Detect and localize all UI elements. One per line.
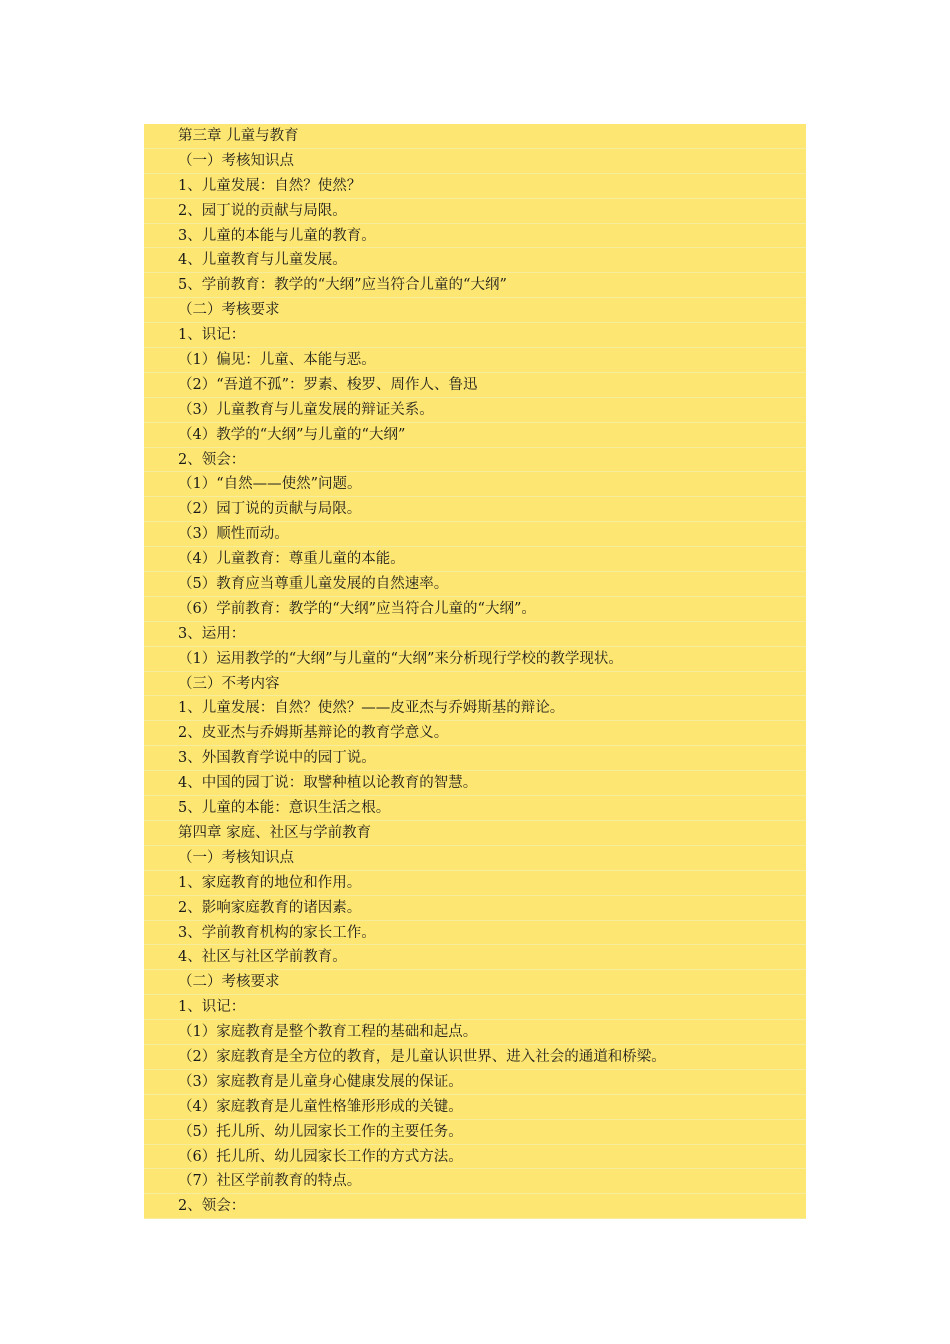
text-line: 4、中国的园丁说：取譬种植以论教育的智慧。: [144, 771, 806, 796]
text-line: 2、领会：: [144, 1194, 806, 1219]
text-line: 1、儿童发展：自然？使然？: [144, 174, 806, 199]
text-line: （二）考核要求: [144, 970, 806, 995]
text-line: （一）考核知识点: [144, 149, 806, 174]
text-line: （1）运用教学的“大纲”与儿童的“大纲”来分析现行学校的教学现状。: [144, 647, 806, 672]
text-line: 4、儿童教育与儿童发展。: [144, 248, 806, 273]
text-line: （二）考核要求: [144, 298, 806, 323]
text-line: （6）托儿所、幼儿园家长工作的方式方法。: [144, 1145, 806, 1170]
text-line: （2）园丁说的贡献与局限。: [144, 497, 806, 522]
text-line: （5）托儿所、幼儿园家长工作的主要任务。: [144, 1120, 806, 1145]
text-line: 5、学前教育：教学的“大纲”应当符合儿童的“大纲”: [144, 273, 806, 298]
text-line: 1、识记：: [144, 323, 806, 348]
text-line: 3、运用：: [144, 622, 806, 647]
text-line: （5）教育应当尊重儿童发展的自然速率。: [144, 572, 806, 597]
text-line: （一）考核知识点: [144, 846, 806, 871]
text-line: 2、领会：: [144, 448, 806, 473]
text-line: 4、社区与社区学前教育。: [144, 945, 806, 970]
text-line: 3、外国教育学说中的园丁说。: [144, 746, 806, 771]
text-line: 3、儿童的本能与儿童的教育。: [144, 224, 806, 249]
text-line: 2、皮亚杰与乔姆斯基辩论的教育学意义。: [144, 721, 806, 746]
text-line: 2、影响家庭教育的诸因素。: [144, 896, 806, 921]
document-body: [144, 124, 806, 1219]
text-line: （4）儿童教育：尊重儿童的本能。: [144, 547, 806, 572]
text-line: 3、学前教育机构的家长工作。: [144, 921, 806, 946]
text-line: （7）社区学前教育的特点。: [144, 1169, 806, 1194]
text-line: （2）家庭教育是全方位的教育，是儿童认识世界、进入社会的通道和桥梁。: [144, 1045, 806, 1070]
text-line: （3）顺性而动。: [144, 522, 806, 547]
text-line: （3）家庭教育是儿童身心健康发展的保证。: [144, 1070, 806, 1095]
text-line: （4）家庭教育是儿童性格雏形形成的关键。: [144, 1095, 806, 1120]
text-line: （1）家庭教育是整个教育工程的基础和起点。: [144, 1020, 806, 1045]
text-line: （3）儿童教育与儿童发展的辩证关系。: [144, 398, 806, 423]
text-line: （2）“吾道不孤”：罗素、梭罗、周作人、鲁迅: [144, 373, 806, 398]
text-line: 1、儿童发展：自然？使然？——皮亚杰与乔姆斯基的辩论。: [144, 696, 806, 721]
text-line: 1、家庭教育的地位和作用。: [144, 871, 806, 896]
text-line: 2、园丁说的贡献与局限。: [144, 199, 806, 224]
text-line: （三）不考内容: [144, 672, 806, 697]
text-line: 第四章 家庭、社区与学前教育: [144, 821, 806, 846]
text-line: 1、识记：: [144, 995, 806, 1020]
text-line: （4）教学的“大纲”与儿童的“大纲”: [144, 423, 806, 448]
text-line: （1）“自然——使然”问题。: [144, 472, 806, 497]
text-line: （6）学前教育：教学的“大纲”应当符合儿童的“大纲”。: [144, 597, 806, 622]
text-line: 第三章 儿童与教育: [144, 124, 806, 149]
text-line: （1）偏见：儿童、本能与恶。: [144, 348, 806, 373]
text-line: 5、儿童的本能：意识生活之根。: [144, 796, 806, 821]
